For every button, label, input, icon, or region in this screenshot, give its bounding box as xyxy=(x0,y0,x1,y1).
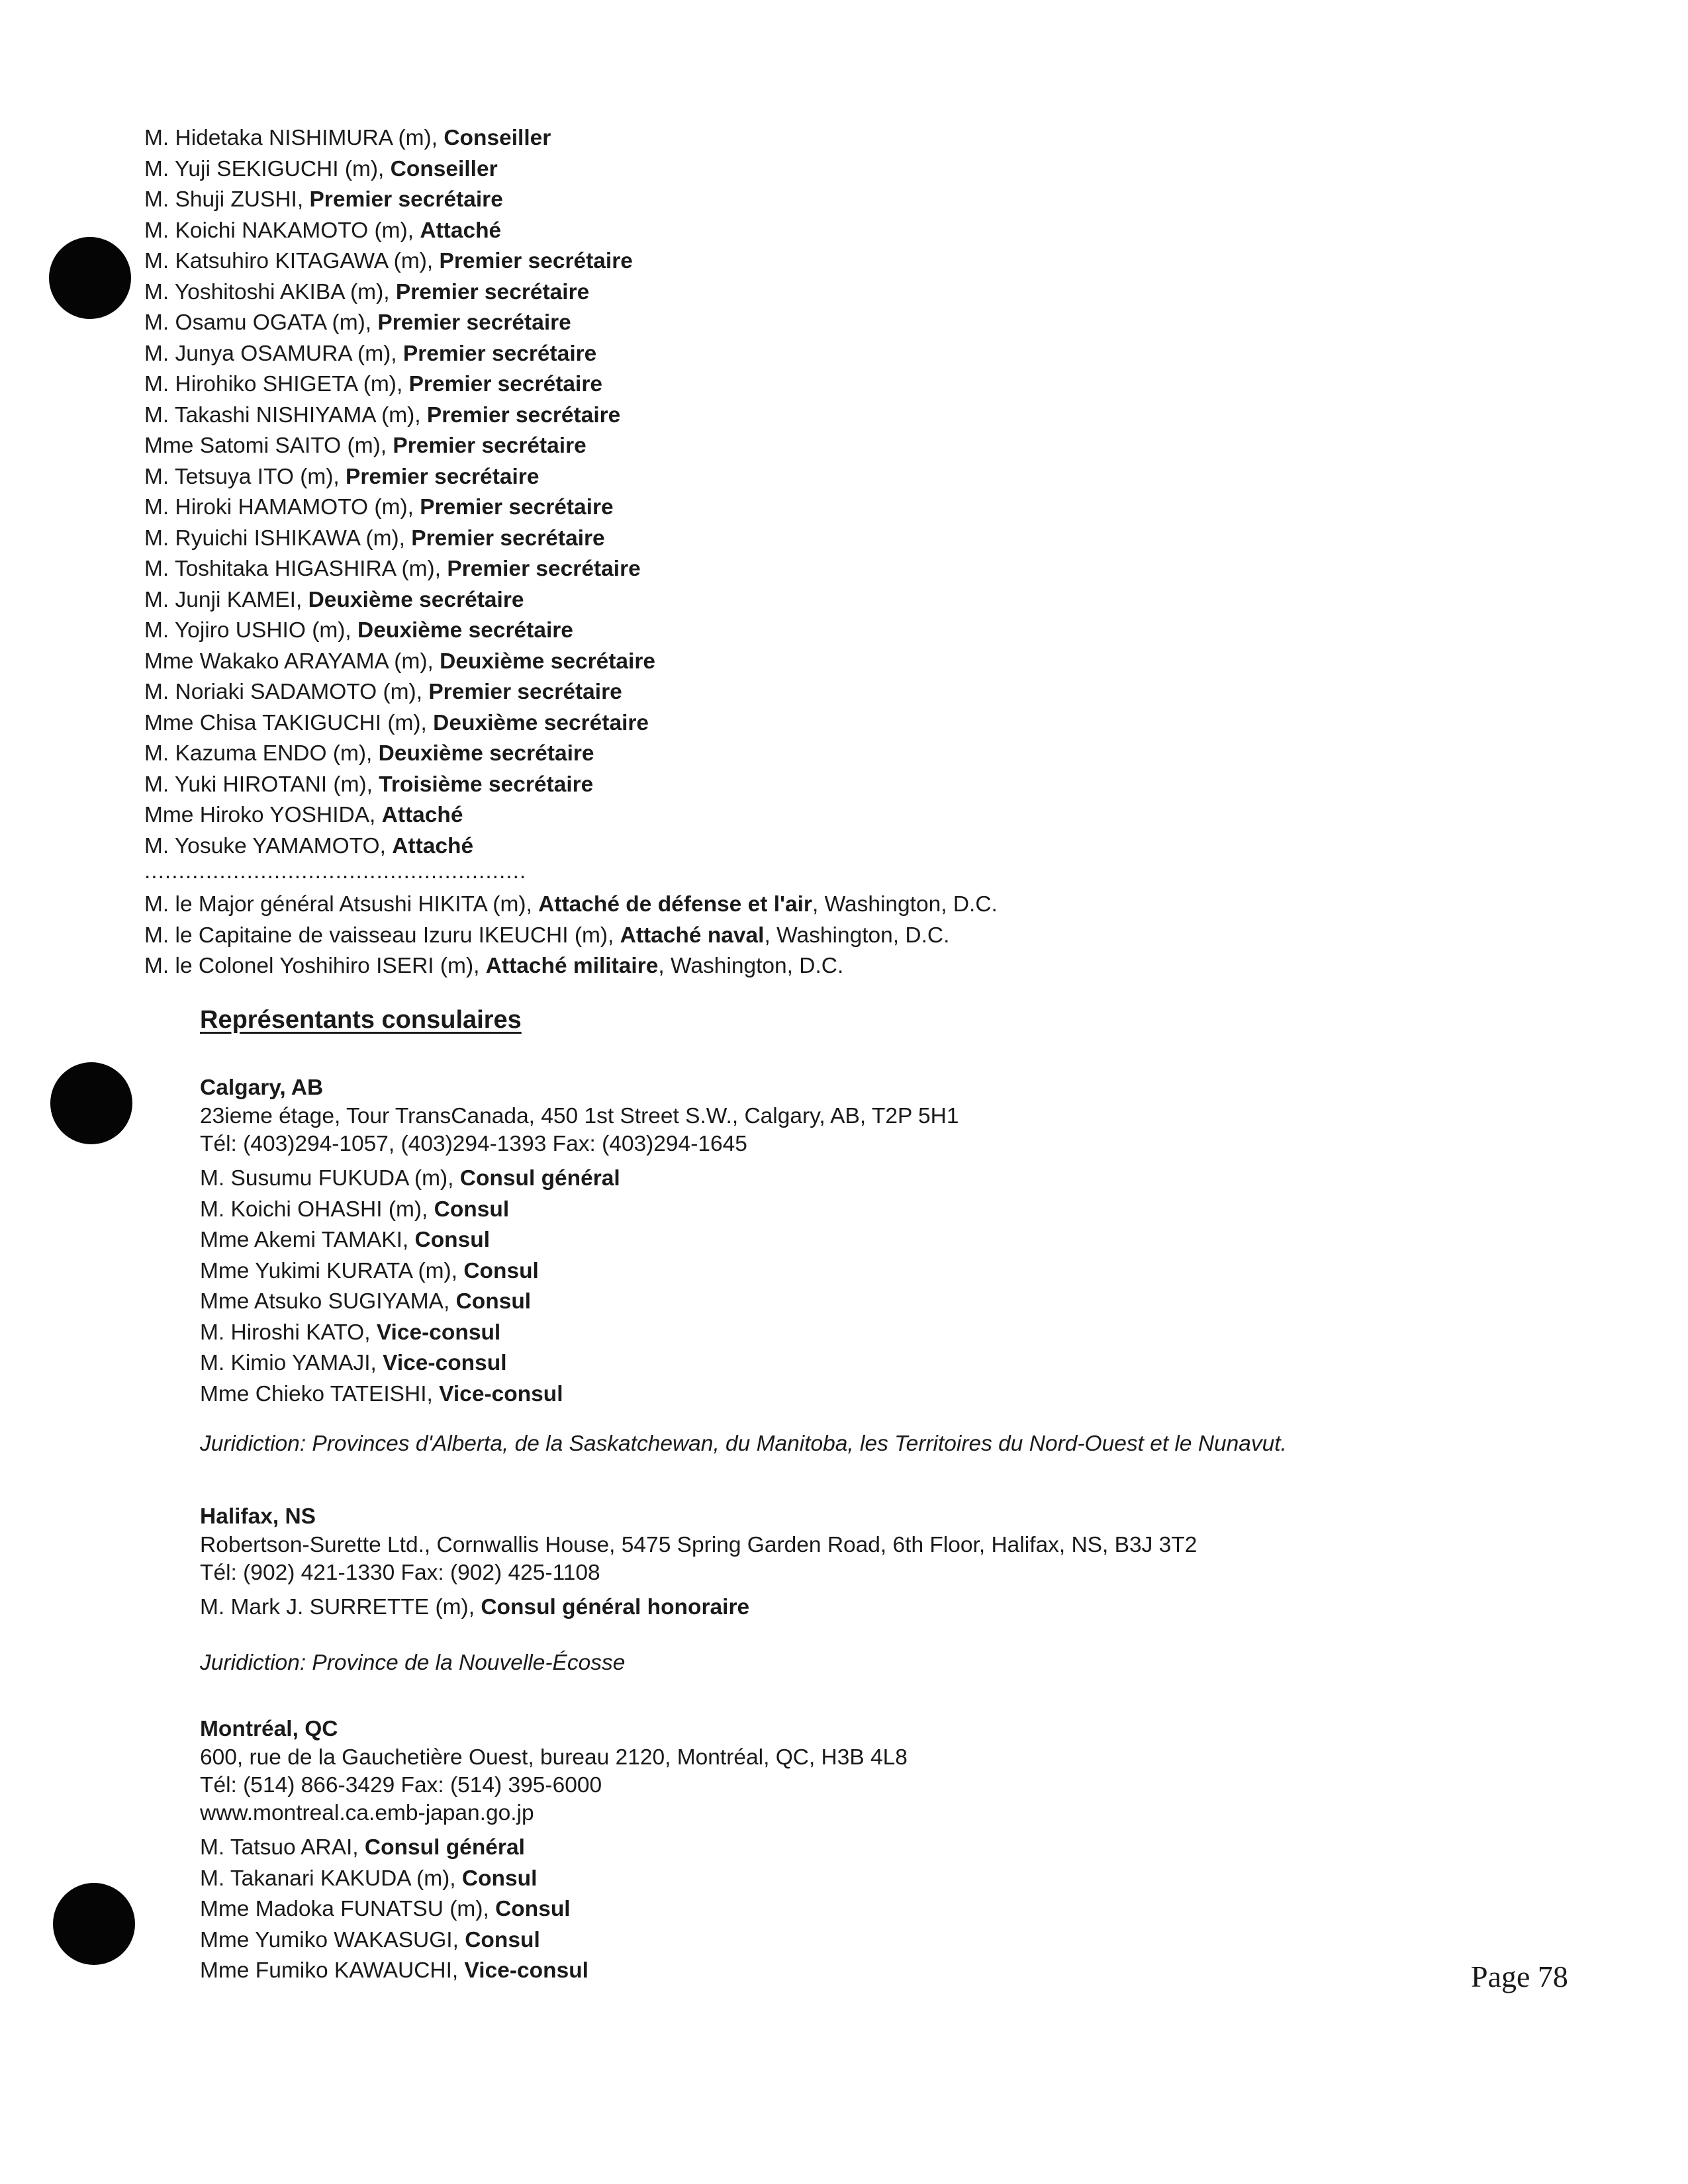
staff-entry: M. Noriaki SADAMOTO (m), Premier secrétaire xyxy=(144,680,622,704)
staff-entry: M. Takashi NISHIYAMA (m), Premier secrétaire xyxy=(144,402,621,428)
staff-entry: M. Kimio YAMAJI, Vice-consul xyxy=(200,1351,507,1375)
staff-entry: Mme Chieko TATEISHI, Vice-consul xyxy=(200,1381,563,1406)
staff-entry: M. Hiroki HAMAMOTO (m), Premier secrétaire xyxy=(144,495,614,520)
consulate-calgary xyxy=(200,1073,1287,1459)
staff-entry: M. Tatsuo ARAI, Consul général xyxy=(200,1835,525,1860)
staff-entry: Mme Chisa TAKIGUCHI (m), Deuxième secrétaire xyxy=(144,710,649,735)
section-title-consular: Représentants consulaires xyxy=(200,1006,522,1034)
staff-entry: M. Takanari KAKUDA (m), Consul xyxy=(200,1866,538,1891)
phone-fax: Tél: (403)294-1057, (403)294-1393 Fax: (403)294-1645 xyxy=(200,1132,747,1156)
staff-entry: Mme Atsuko SUGIYAMA, Consul xyxy=(200,1289,532,1314)
military-entry: M. le Major général Atsushi HIKITA (m), Attaché de défense et l'air, Washington, D.C. xyxy=(144,892,998,917)
phone-fax: Tél: (902) 421-1330 Fax: (902) 425-1108 xyxy=(200,1561,600,1585)
page-number: Page 78 xyxy=(1471,1960,1568,1993)
punch-hole-top xyxy=(49,237,131,319)
city-heading: Calgary, AB xyxy=(200,1075,324,1100)
address: Robertson-Surette Ltd., Cornwallis House, 5475 Spring Garden Road, 6th Floor, Halifax, NS, B3J 3T2 xyxy=(200,1533,1197,1557)
staff-entry: M. Yuji SEKIGUCHI (m), Conseiller xyxy=(144,156,498,181)
staff-entry: M. Yoshitoshi AKIBA (m), Premier secrétaire xyxy=(144,279,590,304)
dotted-separator: ........................................................ xyxy=(144,859,527,884)
city-heading: Halifax, NS xyxy=(200,1504,316,1529)
staff-entry: M. Yosuke YAMAMOTO, Attaché xyxy=(144,833,474,858)
staff-entry: M. Susumu FUKUDA (m), Consul général xyxy=(200,1166,620,1191)
jurisdiction-note: Juridiction: Province de la Nouvelle-Écosse xyxy=(200,1650,626,1675)
staff-entry: M. Junya OSAMURA (m), Premier secrétaire xyxy=(144,341,597,366)
staff-entry: M. Osamu OGATA (m), Premier secrétaire xyxy=(144,310,571,335)
address: 23ieme étage, Tour TransCanada, 450 1st Street S.W., Calgary, AB, T2P 5H1 xyxy=(200,1104,959,1128)
address: 600, rue de la Gauchetière Ouest, bureau 2120, Montréal, QC, H3B 4L8 xyxy=(200,1745,908,1770)
punch-hole-middle xyxy=(50,1062,132,1144)
phone-fax: Tél: (514) 866-3429 Fax: (514) 395-6000 xyxy=(200,1773,602,1797)
staff-entry: M. Ryuichi ISHIKAWA (m), Premier secrétaire xyxy=(144,525,605,551)
website-link[interactable]: www.montreal.ca.emb-japan.go.jp xyxy=(200,1801,534,1825)
military-entry: M. le Capitaine de vaisseau Izuru IKEUCHI (m), Attaché naval, Washington, D.C. xyxy=(144,923,950,948)
staff-entry: M. Yuki HIROTANI (m), Troisième secrétaire xyxy=(144,772,594,797)
staff-entry: M. Hiroshi KATO, Vice-consul xyxy=(200,1320,501,1345)
staff-entry: Mme Fumiko KAWAUCHI, Vice-consul xyxy=(200,1958,588,1983)
city-heading: Montréal, QC xyxy=(200,1717,338,1741)
consulate-halifax xyxy=(200,1502,1197,1678)
staff-entry: M. Koichi OHASHI (m), Consul xyxy=(200,1197,510,1222)
staff-entry: M. Tetsuya ITO (m), Premier secrétaire xyxy=(144,464,539,489)
staff-entry: M. Yojiro USHIO (m), Deuxième secrétaire xyxy=(144,618,573,643)
staff-entry: M. Katsuhiro KITAGAWA (m), Premier secrétaire xyxy=(144,249,633,273)
punch-hole-bottom xyxy=(53,1883,135,1965)
staff-entry: Mme Madoka FUNATSU (m), Consul xyxy=(200,1897,571,1921)
staff-entry: Mme Yukimi KURATA (m), Consul xyxy=(200,1258,539,1283)
staff-entry: Mme Yumiko WAKASUGI, Consul xyxy=(200,1927,540,1952)
staff-entry: M. Hirohiko SHIGETA (m), Premier secrétaire xyxy=(144,372,602,396)
staff-entry: M. Toshitaka HIGASHIRA (m), Premier secrétaire xyxy=(144,557,641,581)
staff-entry: Mme Satomi SAITO (m), Premier secrétaire xyxy=(144,433,586,458)
staff-entry: M. Hidetaka NISHIMURA (m), Conseiller xyxy=(144,126,551,150)
military-entry: M. le Colonel Yoshihiro ISERI (m), Attaché militaire, Washington, D.C. xyxy=(144,954,844,978)
staff-entry: Mme Wakako ARAYAMA (m), Deuxième secrétaire xyxy=(144,649,656,674)
staff-entry: M. Shuji ZUSHI, Premier secrétaire xyxy=(144,187,503,212)
consulate-montreal xyxy=(200,1715,908,1987)
staff-entry: M. Junji KAMEI, Deuxième secrétaire xyxy=(144,587,524,612)
staff-entry: Mme Akemi TAMAKI, Consul xyxy=(200,1228,491,1252)
staff-entry: M. Mark J. SURRETTE (m), Consul général honoraire xyxy=(200,1595,750,1619)
jurisdiction-note: Juridiction: Provinces d'Alberta, de la Saskatchewan, du Manitoba, les Territoires du Nord-Ouest et le Nunavut. xyxy=(200,1432,1287,1456)
staff-entry: M. Koichi NAKAMOTO (m), Attaché xyxy=(144,218,502,243)
staff-entry: M. Kazuma ENDO (m), Deuxième secrétaire xyxy=(144,741,594,766)
embassy-staff-list xyxy=(144,123,998,982)
staff-entry: Mme Hiroko YOSHIDA, Attaché xyxy=(144,803,463,827)
